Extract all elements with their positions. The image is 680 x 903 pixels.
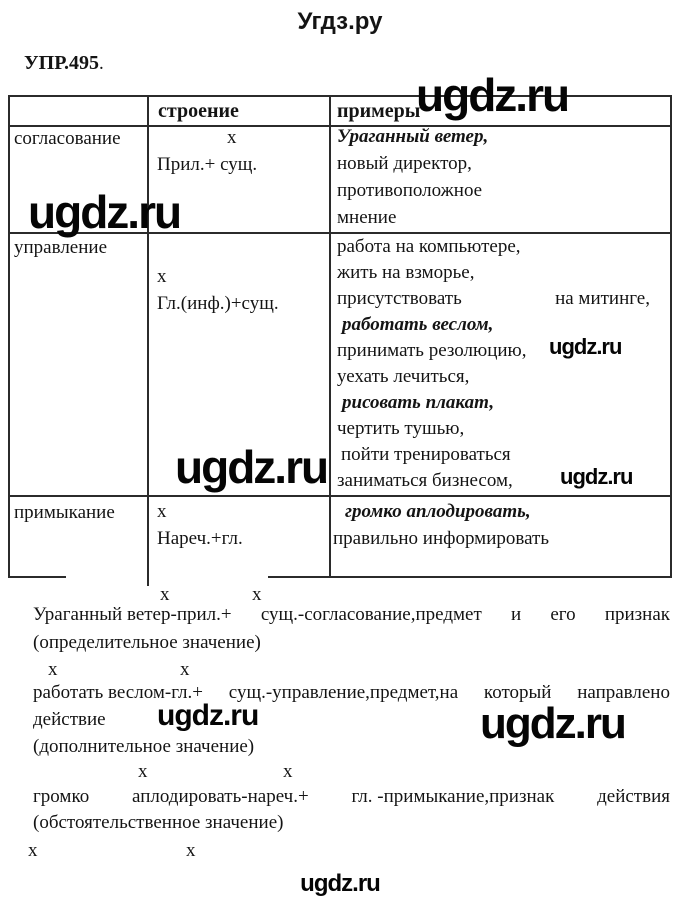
head-marker-x: х [186, 840, 196, 861]
watermark-ugdz: ugdz.ru [480, 699, 625, 748]
annotation-word: аплодировать-нареч.+ [132, 786, 309, 807]
head-marker-x: х [180, 659, 190, 680]
exercise-number-dot: . [98, 53, 104, 74]
annotation-word: признак [604, 604, 670, 625]
row3-formula: Нареч.+гл. [157, 528, 243, 549]
row2-formula: Гл.(инф.)+сущ. [157, 293, 279, 314]
annotation-note: (дополнительное значение) [33, 736, 255, 757]
table-border-right [670, 95, 672, 578]
row1-type: согласование [14, 128, 121, 149]
annotation-word: который [483, 682, 552, 703]
row2-example-part: присутствовать [337, 288, 462, 309]
row1-example: Ураганный ветер, [337, 126, 489, 147]
row2-example: уехать лечиться, [337, 366, 470, 387]
row3-example: громко аплодировать, [345, 501, 531, 522]
head-marker-x: х [138, 761, 148, 782]
column-header-structure: строение [158, 100, 239, 122]
annotation-word: направлено [577, 682, 670, 703]
row3-type: примыкание [14, 502, 115, 523]
footer-watermark: ugdz.ru [300, 870, 380, 897]
annotation-word: гл. -примыкание,признак [351, 786, 555, 807]
watermark-ugdz: ugdz.ru [549, 334, 622, 359]
head-marker-x: х [157, 266, 167, 287]
table-border-bottom-left-segment [8, 576, 66, 578]
annotation-line [33, 604, 670, 626]
exercise-number: УПР.495 [24, 52, 99, 74]
head-marker-x: х [157, 501, 167, 522]
row2-example: заниматься бизнесом, [337, 470, 513, 491]
watermark-ugdz: ugdz.ru [560, 464, 633, 489]
row2-type: управление [14, 237, 108, 258]
row2-example-justified [337, 288, 650, 310]
head-marker-x: х [160, 584, 170, 605]
head-marker-x: х [252, 584, 262, 605]
annotation-word: сущ.-управление,предмет,на [228, 682, 459, 703]
annotation-word: громко [33, 786, 90, 807]
table-border-row2-bottom [8, 495, 672, 497]
row2-example: рисовать плакат, [342, 392, 495, 413]
site-title: Угдз.ру [297, 8, 383, 35]
table-border-top [8, 95, 672, 97]
annotation-word: Ураганный ветер-прил.+ [33, 604, 232, 625]
annotation-word: и [510, 604, 522, 625]
row1-example: мнение [337, 207, 397, 228]
watermark-ugdz: ugdz.ru [157, 699, 259, 732]
row2-example: пойти тренироваться [341, 444, 511, 465]
annotation-line [33, 786, 670, 808]
annotation-word: сущ.-согласование,предмет [260, 604, 482, 625]
row1-formula: Прил.+ сущ. [157, 154, 258, 175]
table-border-left [8, 95, 10, 578]
head-marker-x: х [227, 127, 237, 148]
annotation-word: его [550, 604, 576, 625]
annotation-note: (обстоятельственное значение) [33, 812, 284, 833]
row2-example-part: на митинге, [555, 288, 650, 309]
head-marker-x: х [28, 840, 38, 861]
column-header-examples: примеры [337, 100, 421, 122]
annotation-extra-line: действие [33, 709, 106, 730]
row2-example: работать веслом, [342, 314, 494, 335]
annotation-note: (определительное значение) [33, 632, 261, 653]
row2-example: жить на взморье, [337, 262, 475, 283]
row1-example: новый директор, [337, 153, 472, 174]
watermark-ugdz: ugdz.ru [175, 441, 328, 493]
watermark-ugdz: ugdz.ru [28, 186, 181, 238]
row1-example: противоположное [337, 180, 483, 201]
head-marker-x: х [283, 761, 293, 782]
row2-example: чертить тушью, [337, 418, 465, 439]
annotation-word: действия [597, 786, 670, 807]
row2-example: работа на компьютере, [337, 236, 521, 257]
annotation-word: работать веслом-гл.+ [33, 682, 203, 703]
table-border-col1 [147, 95, 149, 586]
head-marker-x: х [48, 659, 58, 680]
row3-example: правильно информировать [333, 528, 549, 549]
table-border-col2 [329, 95, 331, 578]
watermark-ugdz: ugdz.ru [416, 69, 569, 121]
row2-example: принимать резолюцию, [337, 340, 527, 361]
